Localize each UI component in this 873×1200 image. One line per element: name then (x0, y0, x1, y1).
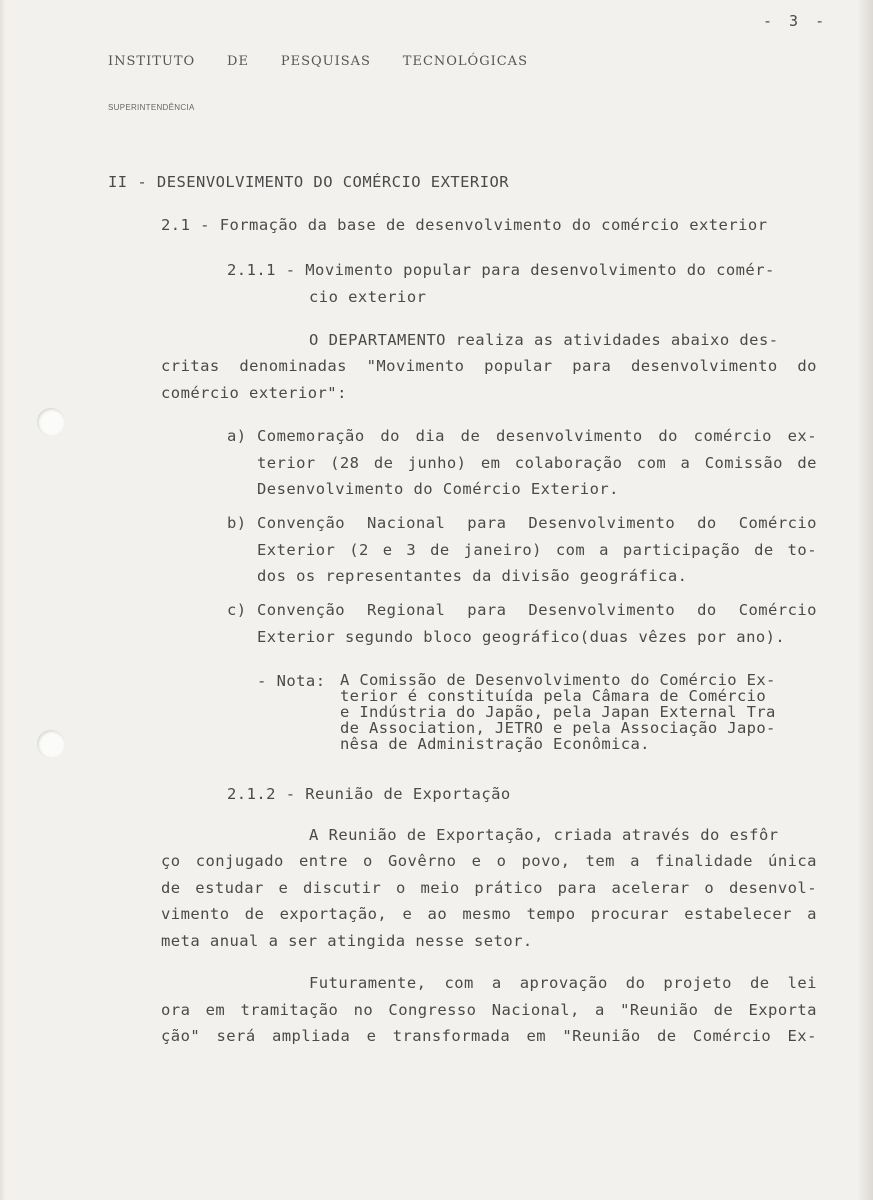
list-item-c-line (257, 601, 817, 619)
item-212-title: 2.1.2 - Reunião de Exportação (227, 785, 511, 803)
word: denominadas (239, 357, 347, 375)
word: ampliada (271, 1027, 351, 1045)
word: vimento (161, 905, 230, 923)
list-marker-c: c) (227, 601, 247, 619)
word: em (526, 1027, 547, 1045)
word: Nacional (367, 514, 446, 532)
word: tramitação (240, 1001, 339, 1019)
paragraph-line (161, 879, 817, 897)
word: meio (420, 879, 460, 897)
word: "Movimento (366, 357, 465, 375)
note-line: de Association, JETRO e pela Associação Japo- (340, 719, 776, 737)
word: janeiro) (463, 541, 542, 559)
word: de (161, 879, 181, 897)
binder-hole-bottom (37, 730, 65, 758)
word: o (396, 879, 406, 897)
paragraph-line: A Reunião de Exportação, criada através do esfôr (309, 826, 779, 844)
word: povo, (521, 852, 571, 870)
word: ora (161, 1001, 191, 1019)
list-item-b-line (257, 541, 817, 559)
word: de (373, 454, 394, 472)
word: prático (474, 879, 543, 897)
word: junho) (407, 454, 467, 472)
word: de (713, 1001, 734, 1019)
list-marker-b: b) (227, 514, 247, 532)
word: Regional (367, 601, 446, 619)
word: a (491, 974, 502, 992)
word: tem (585, 852, 615, 870)
word: com (444, 974, 474, 992)
word: e (366, 1027, 377, 1045)
word: lei (787, 974, 817, 992)
word: em (205, 1001, 226, 1019)
word: do (658, 427, 678, 445)
page-number: - 3 - (763, 12, 829, 30)
word: desenvol- (728, 879, 817, 897)
paragraph-line (309, 974, 817, 992)
word: transformada (392, 1027, 511, 1045)
word: do (697, 514, 717, 532)
word: em (480, 454, 501, 472)
word: conjugado (195, 852, 284, 870)
page-left-edge (0, 0, 6, 1200)
word: Convenção (257, 514, 346, 532)
word: dia (415, 427, 445, 445)
word: Comissão (704, 454, 783, 472)
word: única (768, 852, 817, 870)
note-line: nêsa de Administração Econômica. (340, 735, 650, 753)
word: (28 (330, 454, 360, 472)
binder-hole-top (37, 408, 65, 436)
letterhead-word: DE (227, 54, 249, 69)
paragraph-line: meta anual a ser atingida nesse setor. (161, 932, 533, 950)
note-line: e Indústria do Japão, pela Japan External Tra (340, 703, 776, 721)
section-heading: II - DESENVOLVIMENTO DO COMÉRCIO EXTERIOR (108, 173, 510, 191)
word: Comércio (692, 1027, 772, 1045)
word: Futuramente, (309, 974, 427, 992)
word: "Reunião (620, 1001, 699, 1019)
word: e (278, 879, 289, 897)
word: acelerar (611, 879, 690, 897)
word: para (557, 879, 597, 897)
list-item-b-line: dos os representantes da divisão geográfica. (257, 567, 688, 585)
paragraph-line (161, 1027, 817, 1045)
word: e (382, 541, 393, 559)
word: do (797, 357, 817, 375)
word: finalidade (655, 852, 753, 870)
paragraph-line (161, 852, 817, 870)
word: aprovação (519, 974, 608, 992)
item-211-title-line2: cio exterior (309, 288, 427, 306)
word: a (595, 1001, 605, 1019)
word: procurar (590, 905, 670, 923)
word: Comemoração (257, 427, 365, 445)
word: entre (298, 852, 348, 870)
word: o (704, 879, 715, 897)
word: Ex- (787, 1027, 817, 1045)
word: estudar (195, 879, 264, 897)
word: para (572, 357, 612, 375)
word: e (402, 905, 413, 923)
intro-line: O DEPARTAMENTO realiza as atividades abaixo des- (309, 331, 779, 349)
word: Comércio (738, 514, 817, 532)
word: a (599, 541, 609, 559)
page-right-edge (859, 0, 873, 1200)
word: do (625, 974, 646, 992)
word: o (363, 852, 373, 870)
word: de (460, 427, 481, 445)
word: Exporta (748, 1001, 817, 1019)
list-item-a-line (257, 454, 817, 472)
word: desenvolvimento (495, 427, 643, 445)
word: a (807, 905, 817, 923)
note-text (340, 672, 776, 752)
note-line: A Comissão de Desenvolvimento do Comércio Ex- (340, 671, 776, 689)
letterhead-department: SUPERINTENDÊNCIA (108, 103, 195, 112)
word: de (244, 905, 265, 923)
word: Comércio (738, 601, 817, 619)
word: com (555, 541, 586, 559)
word: de (754, 541, 774, 559)
word: (2 (349, 541, 369, 559)
letterhead-word: INSTITUTO (108, 54, 196, 69)
word: Convenção (257, 601, 346, 619)
word: desenvolvimento (630, 357, 778, 375)
paragraph-line (161, 905, 817, 923)
word: colaboração (514, 454, 623, 472)
word: tempo (526, 905, 576, 923)
word: de (430, 541, 450, 559)
letterhead-word: PESQUISAS (280, 54, 371, 69)
word: do (380, 427, 400, 445)
list-item-b-line (257, 514, 817, 532)
word: ção" (161, 1027, 201, 1045)
word: ao (427, 905, 448, 923)
word: e (471, 852, 482, 870)
word: de (797, 454, 817, 472)
word: de (656, 1027, 677, 1045)
word: Govêrno (387, 852, 457, 870)
word: para (467, 601, 507, 619)
word: Nacional, (491, 1001, 580, 1019)
note-label: - Nota: (257, 672, 326, 690)
word: exportação, (279, 905, 388, 923)
word: to- (787, 541, 817, 559)
word: do (697, 601, 717, 619)
word: será (216, 1027, 256, 1045)
item-211-title-line1: 2.1.1 - Movimento popular para desenvolvimento do comér- (227, 261, 775, 279)
list-item-a-line (257, 427, 817, 445)
word: para (467, 514, 507, 532)
word: a (630, 852, 640, 870)
word: Desenvolvimento (528, 514, 676, 532)
word: mesmo (462, 905, 512, 923)
intro-line (161, 357, 817, 375)
word: de (749, 974, 770, 992)
word: ço (161, 852, 181, 870)
intro-line: comércio exterior": (161, 384, 347, 402)
word: projeto (663, 974, 732, 992)
word: terior (257, 454, 316, 472)
word: ex- (787, 427, 817, 445)
note-line: terior é constituída pela Câmara de Comércio (340, 687, 766, 705)
word: no (353, 1001, 374, 1019)
list-item-a-line: Desenvolvimento do Comércio Exterior. (257, 480, 619, 498)
word: popular (484, 357, 553, 375)
word: estabelecer (684, 905, 792, 923)
word: comércio (693, 427, 772, 445)
word: critas (161, 357, 220, 375)
word: o (496, 852, 507, 870)
subsection-heading: 2.1 - Formação da base de desenvolvimento do comércio exterior (161, 216, 768, 234)
word: 3 (406, 541, 417, 559)
letterhead-word: TECNOLÓGICAS (402, 54, 528, 69)
word: Congresso (388, 1001, 477, 1019)
word: "Reunião (562, 1027, 641, 1045)
word: participação (622, 541, 741, 559)
word: a (680, 454, 691, 472)
letterhead-institution (108, 54, 528, 69)
word: discutir (303, 879, 382, 897)
list-marker-a: a) (227, 427, 247, 445)
list-item-c-line: Exterior segundo bloco geográfico(duas vêzes por ano). (257, 628, 786, 646)
word: Exterior (257, 541, 336, 559)
word: Desenvolvimento (528, 601, 676, 619)
paragraph-line (161, 1001, 817, 1019)
word: com (636, 454, 667, 472)
